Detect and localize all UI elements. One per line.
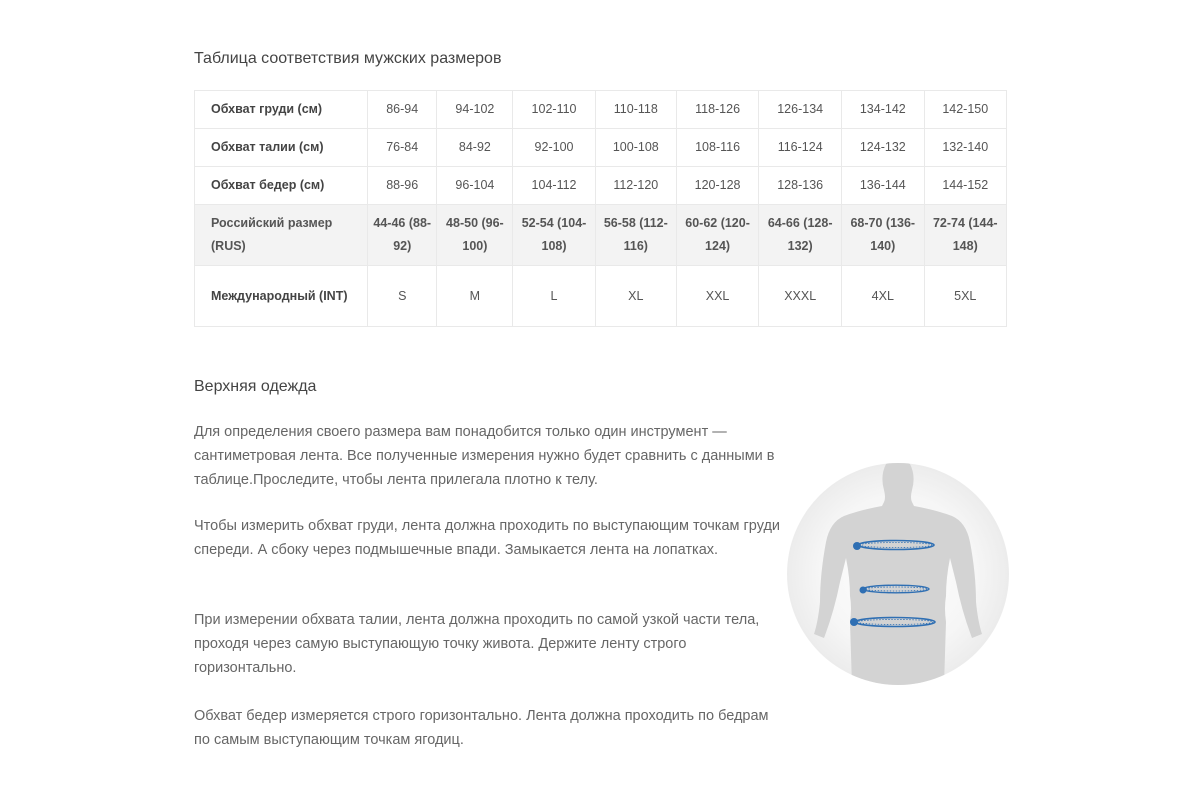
table-cell: 120-128 [676, 167, 758, 205]
table-cell: 144-152 [924, 167, 1007, 205]
table-cell: 48-50 (96-100) [437, 205, 513, 266]
row-label: Российский размер (RUS) [195, 205, 368, 266]
paragraph-hips: Обхват бедер измеряется строго горизонтально. Лента должна проходить по бедрам по самым выступающим точкам ягодиц. [194, 708, 769, 748]
table-cell: 68-70 (136-140) [842, 205, 924, 266]
table-row-hips [195, 167, 1007, 205]
table-cell: 108-116 [676, 129, 758, 167]
waist-tape-marker [860, 587, 867, 594]
table-cell: 104-112 [513, 167, 595, 205]
table-cell: 86-94 [368, 91, 437, 129]
table-cell: 110-118 [595, 91, 676, 129]
table-cell: XXXL [759, 266, 842, 327]
table-cell: 44-46 (88-92) [368, 205, 437, 266]
table-cell: 100-108 [595, 129, 676, 167]
table-cell: 136-144 [842, 167, 924, 205]
table-cell: M [437, 266, 513, 327]
table-cell: 132-140 [924, 129, 1007, 167]
table-cell: 84-92 [437, 129, 513, 167]
table-cell: 52-54 (104-108) [513, 205, 595, 266]
hip-tape-marker [850, 618, 858, 626]
table-cell: 72-74 (144-148) [924, 205, 1007, 266]
paragraph-waist: При измерении обхвата талии, лента должна проходить по самой узкой части тела, проходя через самую выступающую точку живота. Держите ленту строго горизонтально. [194, 612, 760, 676]
row-label: Обхват бедер (см) [195, 167, 368, 205]
table-cell: S [368, 266, 437, 327]
section-title: Верхняя одежда [194, 378, 317, 395]
table-cell: 128-136 [759, 167, 842, 205]
chest-tape-marker [853, 542, 861, 550]
paragraph-intro: Для определения своего размера вам понадобится только один инструмент — сантиметровая лента. Все полученные измерения нужно будет сравнить с данными в таблице.Проследите, чтобы лента прилегала плотно к телу. [194, 424, 775, 488]
paragraph-chest: Чтобы измерить обхват груди, лента должна проходить по выступающим точкам груди спереди. А сбоку через подмышечные впади. Замыкается лента на лопатках. [194, 518, 781, 558]
table-title: Таблица соответствия мужских размеров [194, 50, 502, 67]
table-cell: 92-100 [513, 129, 595, 167]
table-cell: 124-132 [842, 129, 924, 167]
table-cell: 116-124 [759, 129, 842, 167]
table-cell: 4XL [842, 266, 924, 327]
size-table [194, 90, 1007, 327]
row-label: Международный (INT) [195, 266, 368, 327]
table-row-int-size [195, 266, 1007, 327]
table-cell: XXL [676, 266, 758, 327]
table-cell: 126-134 [759, 91, 842, 129]
table-cell: XL [595, 266, 676, 327]
table-cell: L [513, 266, 595, 327]
table-cell: 64-66 (128-132) [759, 205, 842, 266]
row-label: Обхват груди (см) [195, 91, 368, 129]
table-cell: 5XL [924, 266, 1007, 327]
table-cell: 94-102 [437, 91, 513, 129]
table-row-rus-size [195, 205, 1007, 266]
table-cell: 76-84 [368, 129, 437, 167]
table-row-waist [195, 129, 1007, 167]
table-cell: 118-126 [676, 91, 758, 129]
table-cell: 60-62 (120-124) [676, 205, 758, 266]
table-cell: 96-104 [437, 167, 513, 205]
table-cell: 102-110 [513, 91, 595, 129]
body-measurement-icon [786, 462, 1010, 686]
table-row-chest [195, 91, 1007, 129]
table-cell: 142-150 [924, 91, 1007, 129]
row-label: Обхват талии (см) [195, 129, 368, 167]
table-cell: 134-142 [842, 91, 924, 129]
table-cell: 56-58 (112-116) [595, 205, 676, 266]
table-cell: 112-120 [595, 167, 676, 205]
table-cell: 88-96 [368, 167, 437, 205]
